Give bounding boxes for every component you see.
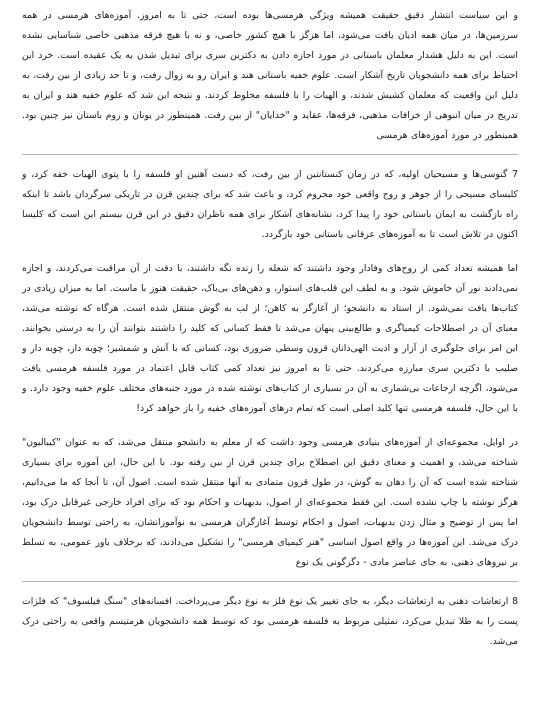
paragraph-2: 7 گنوسی‌ها و مسیحیان اولیه، که در زمان کنستانتین از بین رفت، که دست آهنین او فلسفه را با پتوی الهیات خفه کرد، و کلیسای مسیحی را از جوهر و روح واقعی خود محروم کرد، و باعث شد که برای چندین قرن در تاریکی سرگردان باشد تا اینکه راه بازگشت به ایمان باستانی خود را پیدا کرد، نشانه‌های آشکار برای همه ناظران دقیق در این قرن بیستم این است که کلیسا اکنون در تلاش است تا به آموزه‌های عرفانی باستانی خود بازگردد. xyxy=(22,169,518,240)
paragraph-5: 8 ارتعاشات ذهنی به ارتعاشات دیگر، به جای تغییر یک نوع فلز به نوع دیگر می‌پرداخت. افسانه‌های "سنگ فیلسوف" که فلزات پست را به طلا تبدیل می‌کرد، تمثیلی مربوط به فلسفه هرمسی بود که توسط همه دانشجویان هرمتیسم واقعی به راحتی درک می‌شد. xyxy=(22,596,518,647)
paragraph-3: اما همیشه تعداد کمی از روح‌های وفادار وجود داشتند که شعله را زنده نگه داشتند، با دقت از آن مراقبت می‌کردند، و اجازه نمی‌دادند نور آن خاموش شود. و به لطف این قلب‌های استوار، و ذهن‌های بی‌باک، حقیقت هنوز با ماست. اما به میزان زیادی در کتاب‌ها یافت نمی‌شود. از استاد به دانشجو؛ از آغازگر به کاهن؛ از لب به گوش منتقل شده است. هرگاه که نوشته می‌شد، معنای آن در اصطلاحات کیمیاگری و طالع‌بینی پنهان می‌شد تا فقط کسانی که کلید را داشتند بتوانند آن را به درستی بخوانند. این امر برای جلوگیری از آزار و اذیت الهی‌دانان قرون وسطی ضروری بود، کسانی که با آتش و شمشیر؛ چوبه دار، چوبه دار و صلیب با دکترین سری مبارزه می‌کردند. حتی تا به امروز نیز تعداد کمی کتاب قابل اعتماد در مورد فلسفه هرمسی یافت می‌شود، اگرچه ارجاعات بی‌شماری به آن در بسیاری از کتاب‌های نوشته شده در مورد جنبه‌های مختلف علوم خفیه وجود دارد. و با این حال، فلسفه هرمسی تنها کلید اصلی است که تمام درهای آموزه‌های خفیه را باز خواهد کرد! xyxy=(22,263,518,414)
paragraph-1: و این سیاست انتشار دقیق حقیقت همیشه ویژگی هرمسی‌ها بوده است، حتی تا به امروز. آموزه‌های هرمسی در همه سرزمین‌ها، در میان همه ادیان یافت می‌شود، اما هرگز با هیچ کشور خاصی، و نه با هیچ فرقه مذهبی خاصی شناسایی نشده است. این به دلیل هشدار معلمان باستانی در مورد اجازه دادن به دکترین سری برای تبدیل شدن به یک عقیده است. خرد این احتیاط برای همه دانشجویان تاریخ آشکار است. علوم خفیه باستانی هند و ایران رو به زوال رفت، و تا حد زیادی از بین رفت، به دلیل این واقعیت که معلمان کشیش شدند، و الهیات را با فلسفه مخلوط کردند، و نتیجه این شد که علوم خفیه هند و ایران به تدریج در میان انبوهی از خرافات مذهبی، فرقه‌ها، عقاید و "خدایان" از بین رفت. همینطور در یونان و روم باستان نیز چنین بود. همینطور در مورد آموزه‌های هرمسی xyxy=(22,10,518,141)
page-divider-1 xyxy=(22,154,518,155)
page-divider-2 xyxy=(22,581,518,582)
paragraph-4: در اوایل، مجموعه‌ای از آموزه‌های بنیادی هرمسی وجود داشت که از معلم به دانشجو منتقل می‌شد، که به عنوان "کیبالیون" شناخته می‌شد، و اهمیت و معنای دقیق این اصطلاح برای چندین قرن از بین رفته بود. با این حال، این آموزه برای بسیاری شناخته شده است که آن را دهان به گوش، در طول قرون متمادی به آنها منتقل شده است. اصول آن، تا آنجا که ما می‌دانیم، هرگز نوشته یا چاپ نشده است. این فقط مجموعه‌ای از اصول، بدیهیات و احکام بود که برای افراد خارجی غیرقابل درک بود، اما پس از توضیح و مثال زدن بدیهیات، اصول و احکام توسط آغازگران هرمسی به نوآموزانشان، به راحتی توسط دانشجویان درک می‌شد. این آموزه‌ها در واقع اصول اساسی "هنر کیمیای هرمسی" را تشکیل می‌دادند، که برخلاف باور عمومی، به تسلط بر نیروهای ذهنی، به جای عناصر مادی - دگرگونی یک نوع xyxy=(22,437,518,568)
